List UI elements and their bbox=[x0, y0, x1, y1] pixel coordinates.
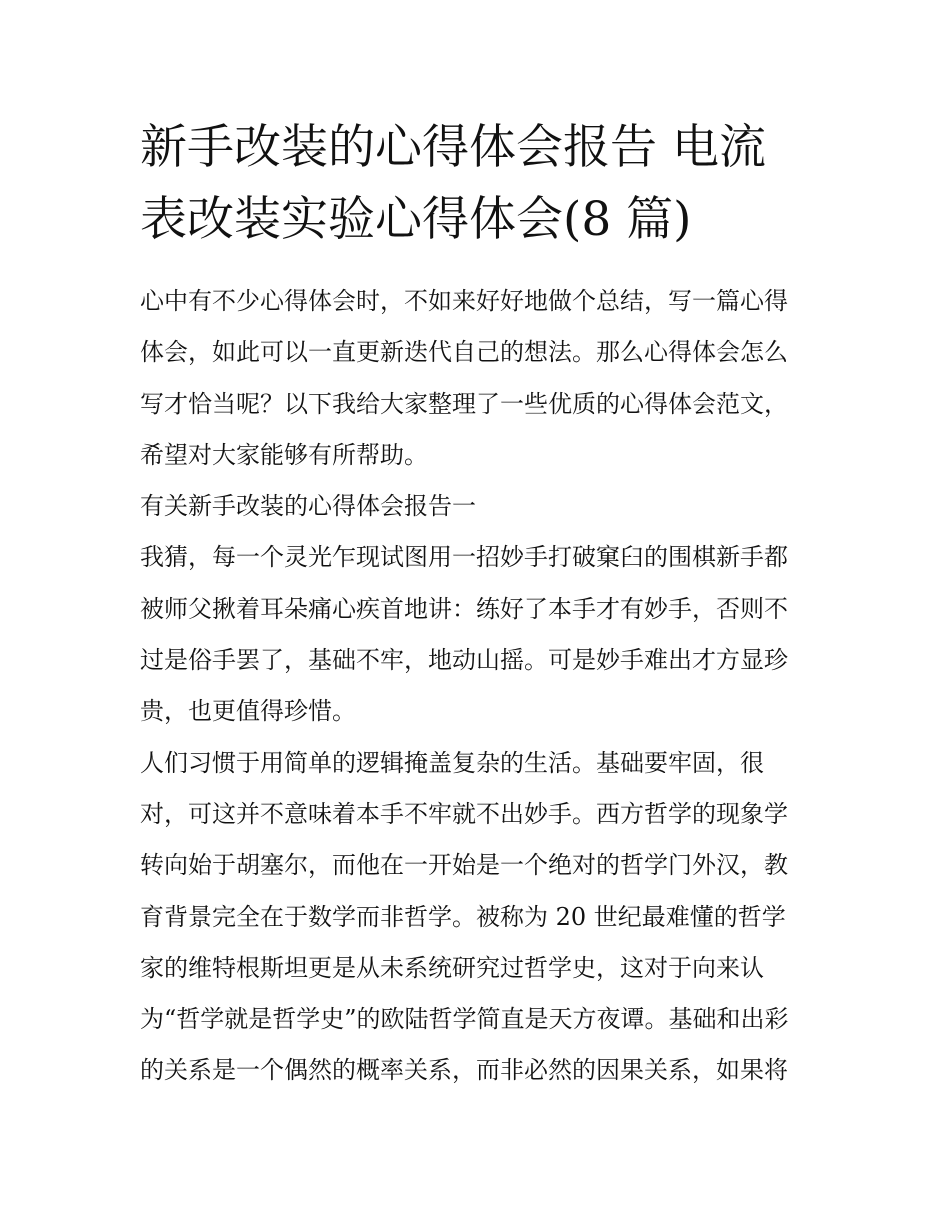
body-line: 育背景完全在于数学而非哲学。被称为 20 世纪最难懂的哲学 bbox=[140, 902, 786, 931]
title-line-2: 表改装实验心得体会(8 篇) bbox=[140, 192, 692, 247]
document-body bbox=[140, 276, 812, 1097]
section-heading: 有关新手改装的心得体会报告一 bbox=[140, 492, 476, 521]
document-title bbox=[140, 112, 812, 256]
title-line-1: 新手改装的心得体会报告 电流 bbox=[140, 120, 766, 175]
document-page bbox=[140, 112, 812, 1097]
body-line: 人们习惯于用简单的逻辑掩盖复杂的生活。基础要牢固，很 bbox=[140, 748, 764, 777]
body-line: 家的维特根斯坦更是从未系统研究过哲学史，这对于向来认 bbox=[140, 953, 764, 982]
body-line: 的关系是一个偶然的概率关系，而非必然的因果关系，如果将 bbox=[140, 1056, 788, 1085]
body-line: 被师父揪着耳朵痛心疾首地讲：练好了本手才有妙手，否则不 bbox=[140, 594, 788, 623]
body-line: 希望对大家能够有所帮助。 bbox=[140, 440, 428, 469]
body-line: 体会，如此可以一直更新迭代自己的想法。那么心得体会怎么 bbox=[140, 338, 788, 367]
body-line: 写才恰当呢？以下我给大家整理了一些优质的心得体会范文， bbox=[140, 389, 788, 418]
body-line: 为“哲学就是哲学史”的欧陆哲学简直是天方夜谭。基础和出彩 bbox=[140, 1005, 789, 1034]
body-line: 我猜，每一个灵光乍现试图用一招妙手打破窠臼的围棋新手都 bbox=[140, 543, 788, 572]
body-line: 心中有不少心得体会时，不如来好好地做个总结，写一篇心得 bbox=[140, 287, 788, 315]
body-line: 对，可这并不意味着本手不牢就不出妙手。西方哲学的现象学 bbox=[140, 799, 788, 828]
body-line: 贵，也更值得珍惜。 bbox=[140, 697, 356, 726]
body-line: 转向始于胡塞尔，而他在一开始是一个绝对的哲学门外汉，教 bbox=[140, 851, 788, 880]
body-line: 过是俗手罢了，基础不牢，地动山摇。可是妙手难出才方显珍 bbox=[140, 646, 788, 675]
